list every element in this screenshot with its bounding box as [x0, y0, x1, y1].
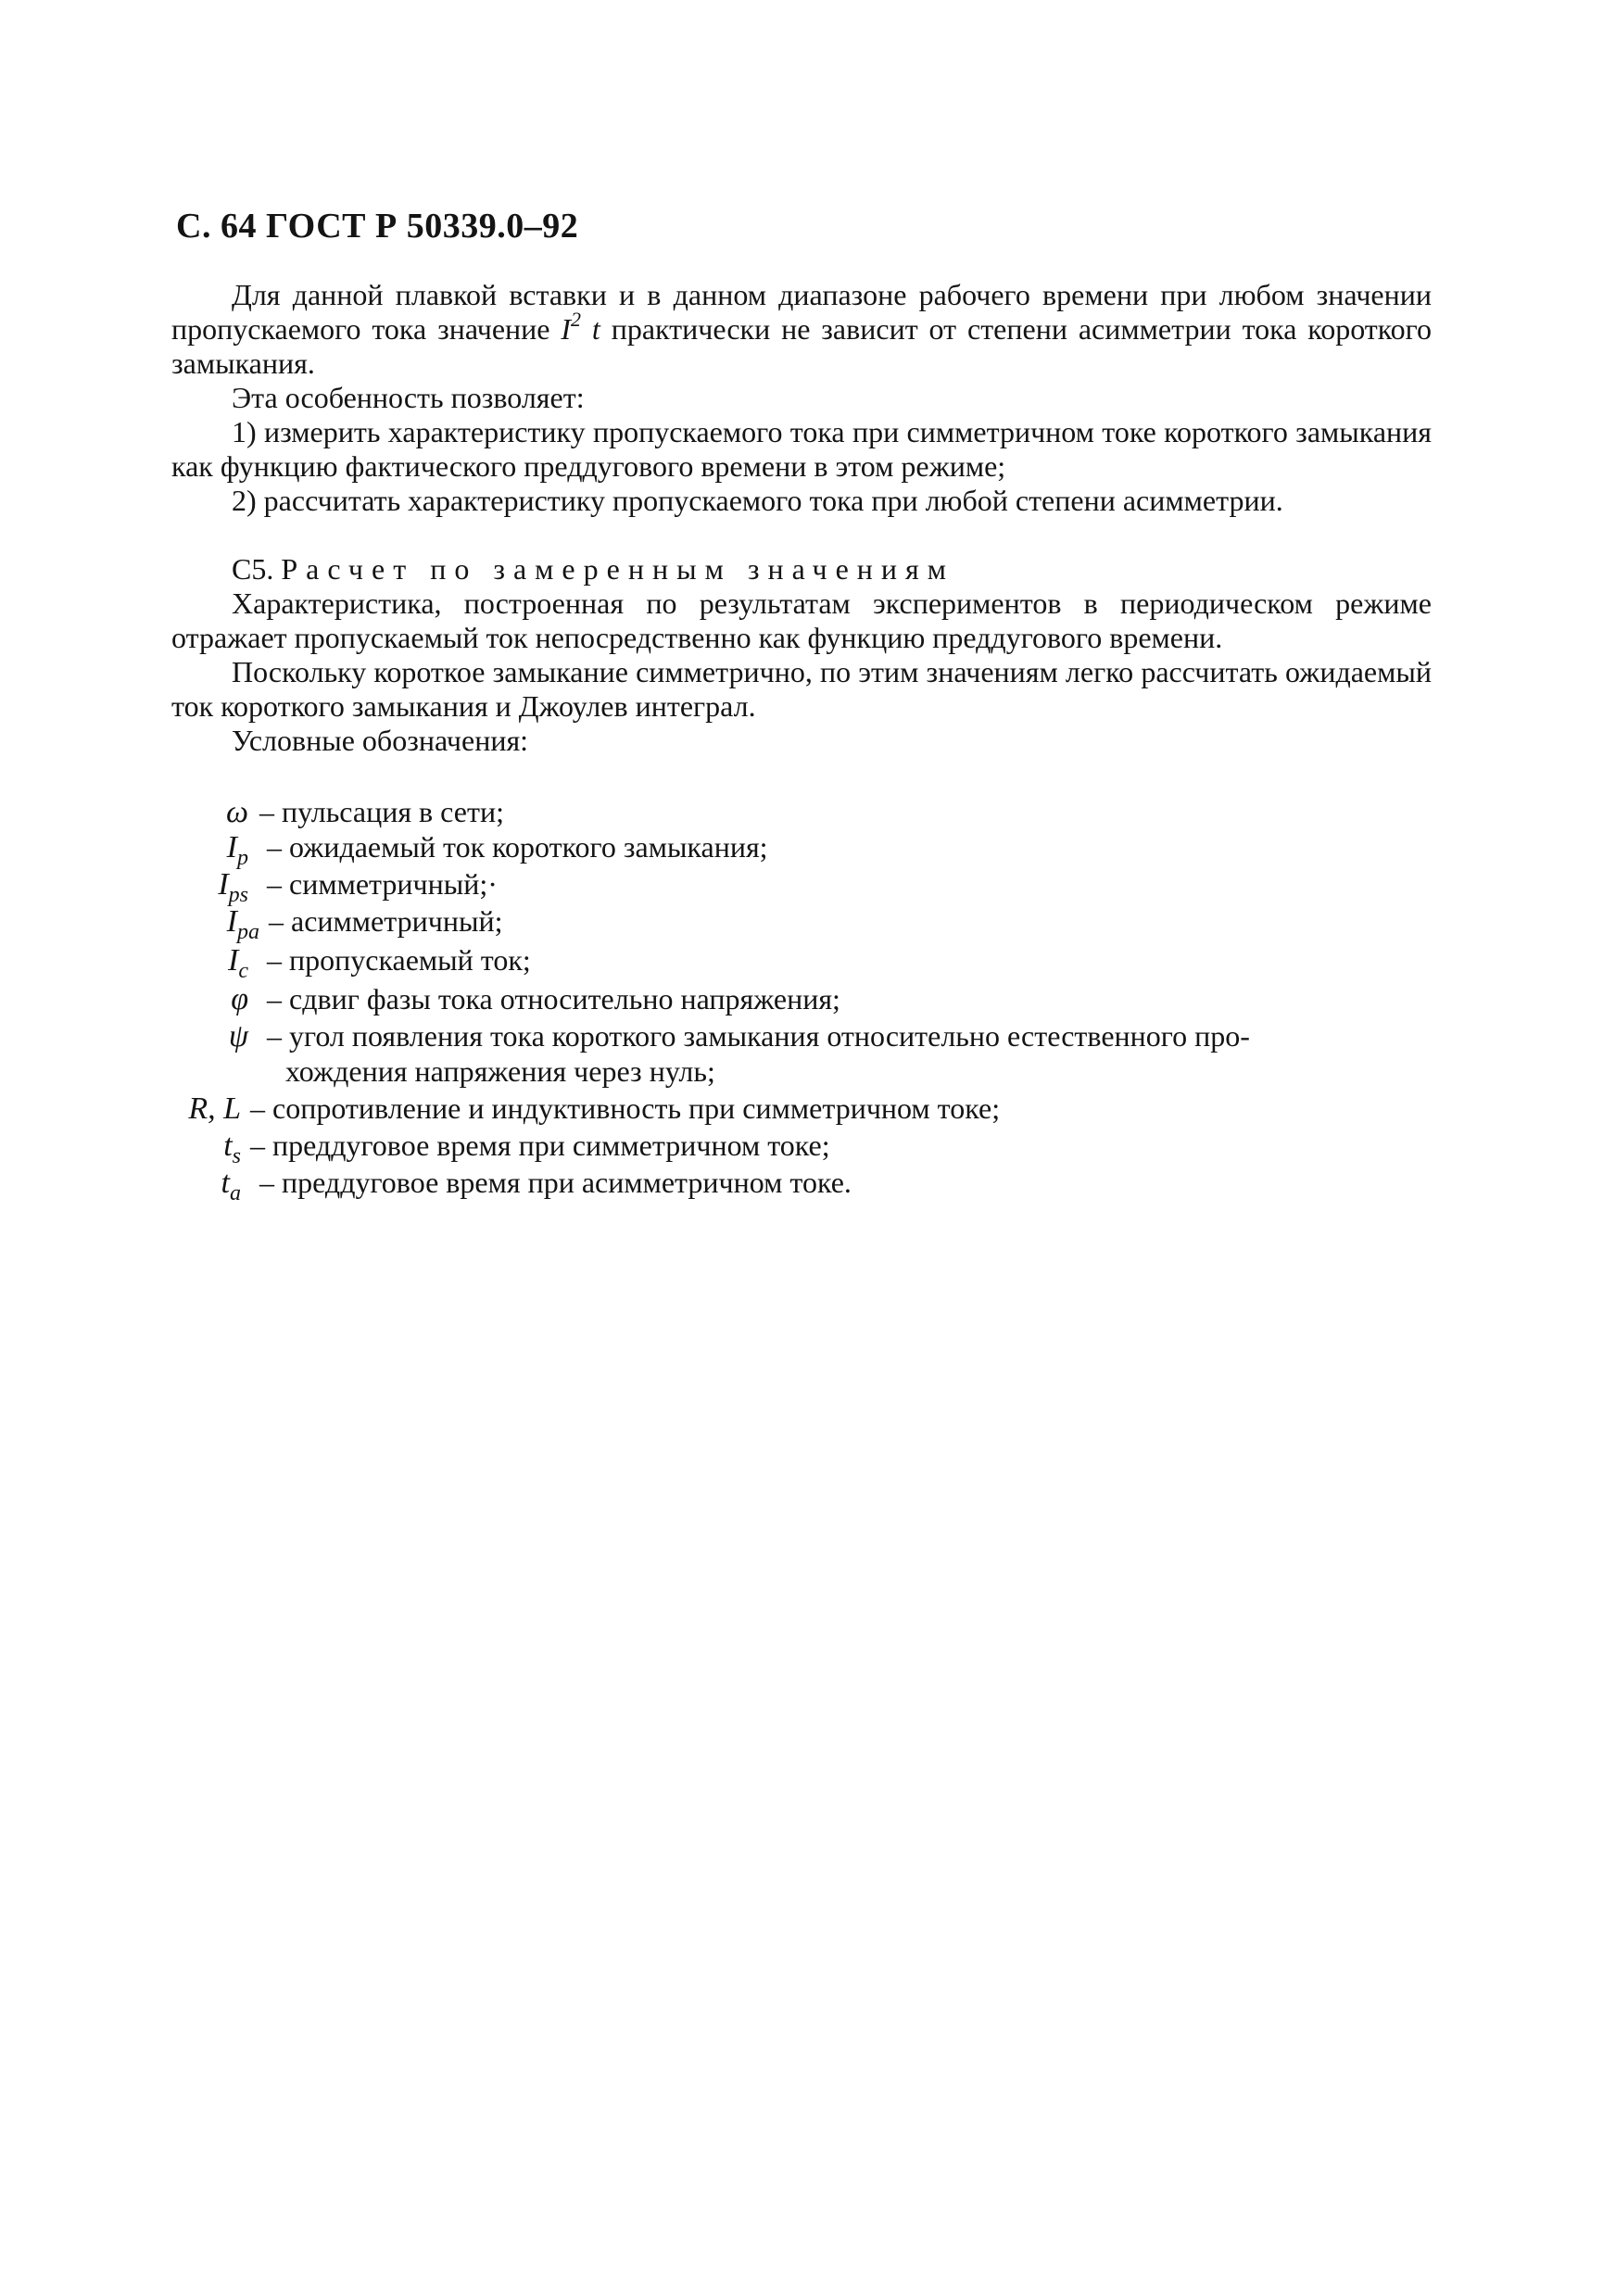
- legend-symbol: R, L: [188, 1091, 241, 1126]
- intro-paragraph-1: [171, 278, 1432, 381]
- section-paragraph-2: Поскольку короткое замыкание симметрично, по этим значениям легко рассчитать ожидаемый ток короткого замыкания и Джоулев интеграл.: [171, 655, 1432, 723]
- legend-description: – сдвиг фазы тока относительно напряжения;: [267, 982, 840, 1016]
- joule-integral-symbol: [561, 308, 600, 346]
- intro-paragraph-2: Эта особенность позволяет:: [232, 381, 585, 414]
- page-header: С. 64 ГОСТ Р 50339.0–92: [176, 207, 579, 246]
- legend-symbol: $I_{ps}$: [218, 867, 248, 907]
- legend-description: – симметричный;·: [267, 867, 498, 901]
- section-title: Расчет по замеренным значениям: [281, 552, 955, 586]
- intro-block: [171, 278, 1432, 518]
- intro-p1-before: Для данной плавкой вставки и в данном диапазоне рабочего времени при любом значении пропускаемого тока значение: [171, 278, 1432, 346]
- section-paragraph-1: Характеристика, построенная по результатам экспериментов в периодическом режиме отражает пропускаемый ток непосредственно как функцию преддугового времени.: [171, 587, 1432, 654]
- legend-symbol: $t_a$: [221, 1166, 241, 1205]
- section-c5: [171, 552, 1432, 758]
- legend-symbol: $t_s$: [223, 1129, 241, 1168]
- legend-symbol: ψ: [228, 1019, 248, 1053]
- math-t: t: [591, 312, 600, 346]
- legend-description: – преддуговое время при симметричном токе;: [250, 1129, 830, 1162]
- list-item-1: 1) измерить характеристику пропускаемого тока при симметричном токе короткого замыкания как функцию фактического преддугового времени в этом режиме;: [171, 415, 1432, 483]
- legend-description: – ожидаемый ток короткого замыкания;: [267, 830, 768, 864]
- legend-heading: Условные обозначения:: [232, 724, 529, 757]
- section-heading: [171, 552, 1432, 587]
- legend-symbol: φ: [231, 982, 248, 1016]
- legend-description: – пропускаемый ток;: [267, 943, 531, 977]
- legend-symbol: $I_{pa}$: [226, 904, 259, 944]
- legend-symbol: $I_p$: [226, 830, 248, 870]
- legend-description: – сопротивление и индуктивность при симметричном токе;: [250, 1091, 1001, 1125]
- legend-description-continuation: хождения напряжения через нуль;: [285, 1054, 715, 1088]
- legend-description: – преддуговое время при асимметричном токе.: [259, 1166, 852, 1199]
- legend-description: – пульсация в сети;: [259, 795, 504, 828]
- legend-symbol: ω: [225, 795, 248, 829]
- math-base: I: [561, 312, 572, 346]
- legend-description: – асимметричный;: [269, 904, 503, 938]
- legend-description: – угол появления тока короткого замыкания относительно естественного про-: [267, 1019, 1250, 1053]
- legend-symbol: $I_c$: [228, 943, 248, 983]
- section-number: С5.: [232, 552, 274, 586]
- math-exponent: 2: [571, 308, 582, 332]
- intro-p1-after: практически не зависит от степени асимметрии тока короткого замыкания.: [171, 312, 1433, 380]
- list-item-2: 2) рассчитать характеристику пропускаемого тока при любой степени асимметрии.: [232, 484, 1283, 517]
